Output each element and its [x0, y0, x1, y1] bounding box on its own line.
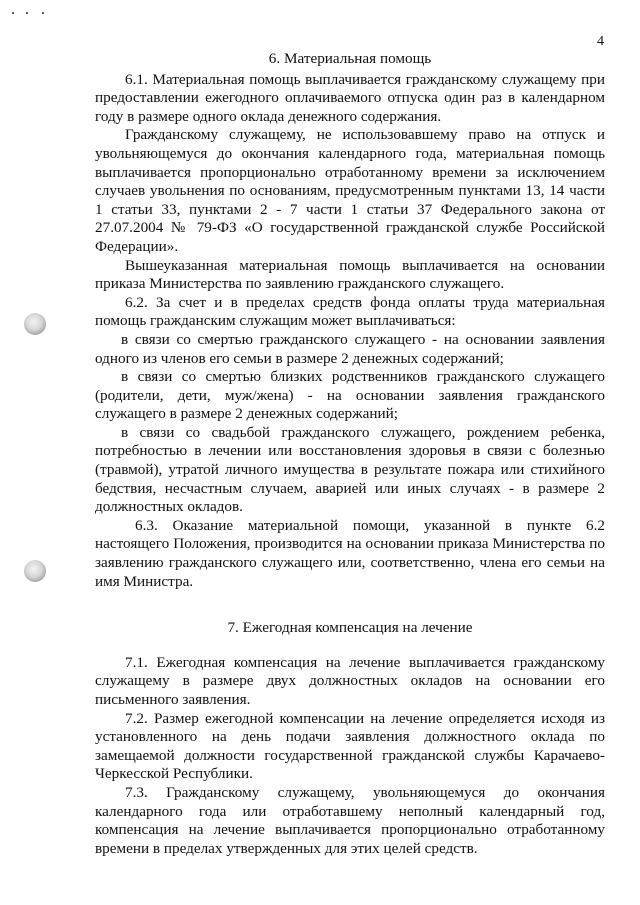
- section-heading: 7. Ежегодная компенсация на лечение: [227, 619, 473, 637]
- paragraph: 7.1. Ежегодная компенсация на лечение выплачивается гражданскому служащему в размере двух должностных окладов на основании его письменного заявления.: [95, 653, 605, 708]
- punch-hole-mark: [24, 560, 46, 582]
- list-item: в связи со смертью близких родственников гражданского служащего (родители, дети, муж/жена) - на основании заявления гражданского служащего в размере 2 денежных содержаний;: [95, 368, 605, 423]
- paragraph: 6.2. За счет и в пределах средств фонда оплаты труда материальная помощь гражданским служащим может выплачиваться:: [95, 293, 605, 330]
- paragraph: 7.2. Размер ежегодной компенсации на лечение определяется исходя из установленного на день подачи заявления должностного оклада по замещаемой должности государственной гражданской службы Карачаево-Черкесской Республики.: [95, 709, 605, 783]
- list-item: в связи со свадьбой гражданского служащего, рождением ребенка, потребностью в лечении или восстановления здоровья в связи с болезнью (травмой), утратой личного имущества в результате пожара или стихийного бедствия, несчастным случаем, аварией или иных случаях - в размере 2 должностных окладов.: [95, 423, 605, 516]
- punch-hole-mark: [24, 313, 46, 335]
- document-body: [95, 50, 605, 858]
- paragraph: 6.3. Оказание материальной помощи, указанной в пункте 6.2 настоящего Положения, производится на основании приказа Министерства по заявлению гражданского служащего или, соответственно, члена его семьи на имя Министра.: [95, 516, 605, 590]
- paragraph: 6.1. Материальная помощь выплачивается гражданскому служащему при предоставлении ежегодного оплачиваемого отпуска один раз в календарном году в размере одного оклада денежного содержания.: [95, 70, 605, 125]
- scan-artifact-dots: [12, 10, 52, 16]
- paragraph: 7.3. Гражданскому служащему, увольняющемуся до окончания календарного года или отработавшему неполный календарный год, компенсация на лечение выплачивается пропорционально отработанному времени в пределах утвержденных для этих целей средств.: [95, 783, 605, 857]
- page-number: 4: [597, 34, 604, 49]
- section-heading: 6. Материальная помощь: [268, 50, 432, 67]
- paragraph: Вышеуказанная материальная помощь выплачивается на основании приказа Министерства по заявлению гражданского служащего.: [95, 256, 605, 293]
- paragraph: Гражданскому служащему, не использовавшему право на отпуск и увольняющемуся до окончания календарного года, материальная помощь выплачивается пропорционально отработанному времени за исключением случаев увольнения по основаниям, предусмотренным пунктами 13, 14 части 1 статьи 33, пунктами 2 - 7 части 1 статьи 37 Федерального закона от 27.07.2004 № 79-ФЗ «О государственной гражданской службе Российской Федерации».: [95, 126, 605, 255]
- list-item: в связи со смертью гражданского служащего - на основании заявления одного из членов его семьи в размере 2 денежных содержаний;: [95, 330, 605, 367]
